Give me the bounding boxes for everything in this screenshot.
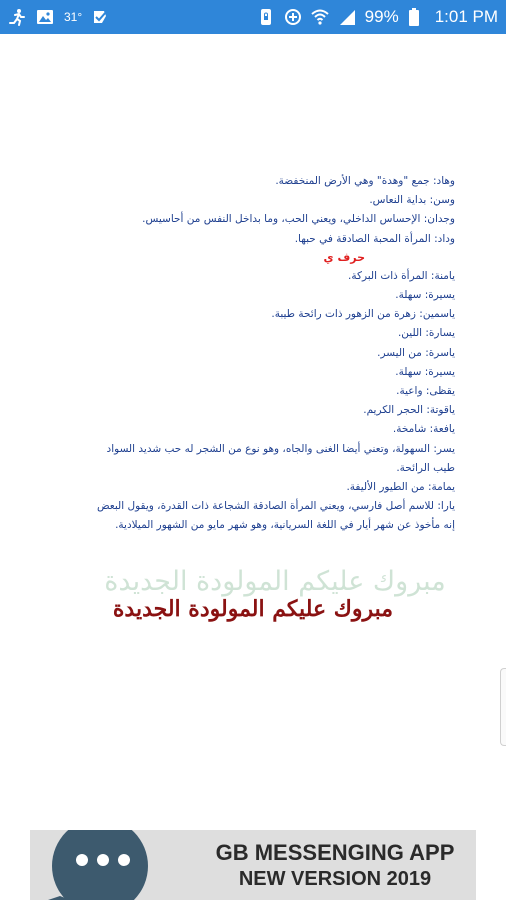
congrats-text: مبروك عليكم المولودة الجديدة (112, 596, 394, 622)
article-line: يسيرة: سهلة. (395, 365, 455, 378)
ad-title-line2: NEW VERSION 2019 (238, 868, 432, 890)
battery-icon (408, 8, 426, 26)
signal-icon (338, 8, 356, 26)
wifi-icon (311, 8, 329, 26)
image-icon (36, 8, 54, 26)
ad-title (200, 840, 470, 892)
temperature-text: 31° (64, 10, 83, 24)
document-view[interactable] (0, 34, 506, 830)
status-bar-left (8, 8, 110, 26)
article-line: وداد: المرأة المحبة الصادقة في حبها. (294, 232, 455, 245)
battery-percent-text: 99% (364, 7, 399, 26)
article-line: وهاد: جمع "وهدة" وهي الأرض المنخفضة. (275, 175, 455, 187)
section-heading: حرف ي (323, 250, 365, 264)
scroll-handle[interactable] (500, 668, 506, 746)
phone-lock-icon (257, 8, 275, 26)
ad-title-line1: GB MESSENGING APP (215, 840, 455, 865)
article-line: ياسرة: من اليسر. (377, 346, 455, 359)
article-line: وجدان: الإحساس الداخلي، ويعني الحب، وما بداخل النفس من أحاسيس. (142, 213, 455, 226)
ad-banner[interactable] (0, 830, 506, 900)
article-line: ياسمين: زهرة من الزهور ذات رائحة طيبة. (271, 308, 455, 321)
article-line: يسارة: اللين. (397, 327, 455, 340)
data-saver-icon (284, 8, 302, 26)
chat-bubble-icon (30, 830, 160, 900)
article-line: يسيرة: سهلة. (395, 289, 455, 302)
article-body (95, 172, 455, 536)
clock-text: 1:01 PM (434, 7, 498, 26)
article-paragraph: يارا: للاسم أصل فارسي، ويعني المرأة الصادقة الشجاعة ذات القدرة، ويقول البعض إنه مأخوذ عن شهر أيار في اللغة السريانية، وهو شهر مايو من الشهور الميلادية. (96, 500, 455, 532)
article-line: وسن: بداية النعاس. (369, 194, 455, 207)
running-person-icon (8, 8, 26, 26)
article-line: ياقوتة: الحجر الكريم. (363, 404, 455, 417)
article-paragraph: يسر: السهولة، وتعني أيضا الغنى والجاه، وهو نوع من الشجر له حب شديد السواد طيب الرائحة. (106, 442, 455, 474)
status-bar (0, 0, 506, 34)
checklist-icon (92, 8, 110, 26)
article-line: يامنة: المرأة ذات البركة. (347, 269, 455, 282)
article-line: يمامة: من الطيور الأليفة. (346, 481, 455, 494)
congrats-watermark-text: مبروك عليكم المولودة الجديدة (104, 566, 446, 597)
article-line: يافعة: شامخة. (392, 423, 455, 436)
status-bar-right (257, 7, 498, 27)
article-line: يقظى: واعية. (396, 385, 455, 398)
ad-content[interactable] (30, 830, 476, 900)
